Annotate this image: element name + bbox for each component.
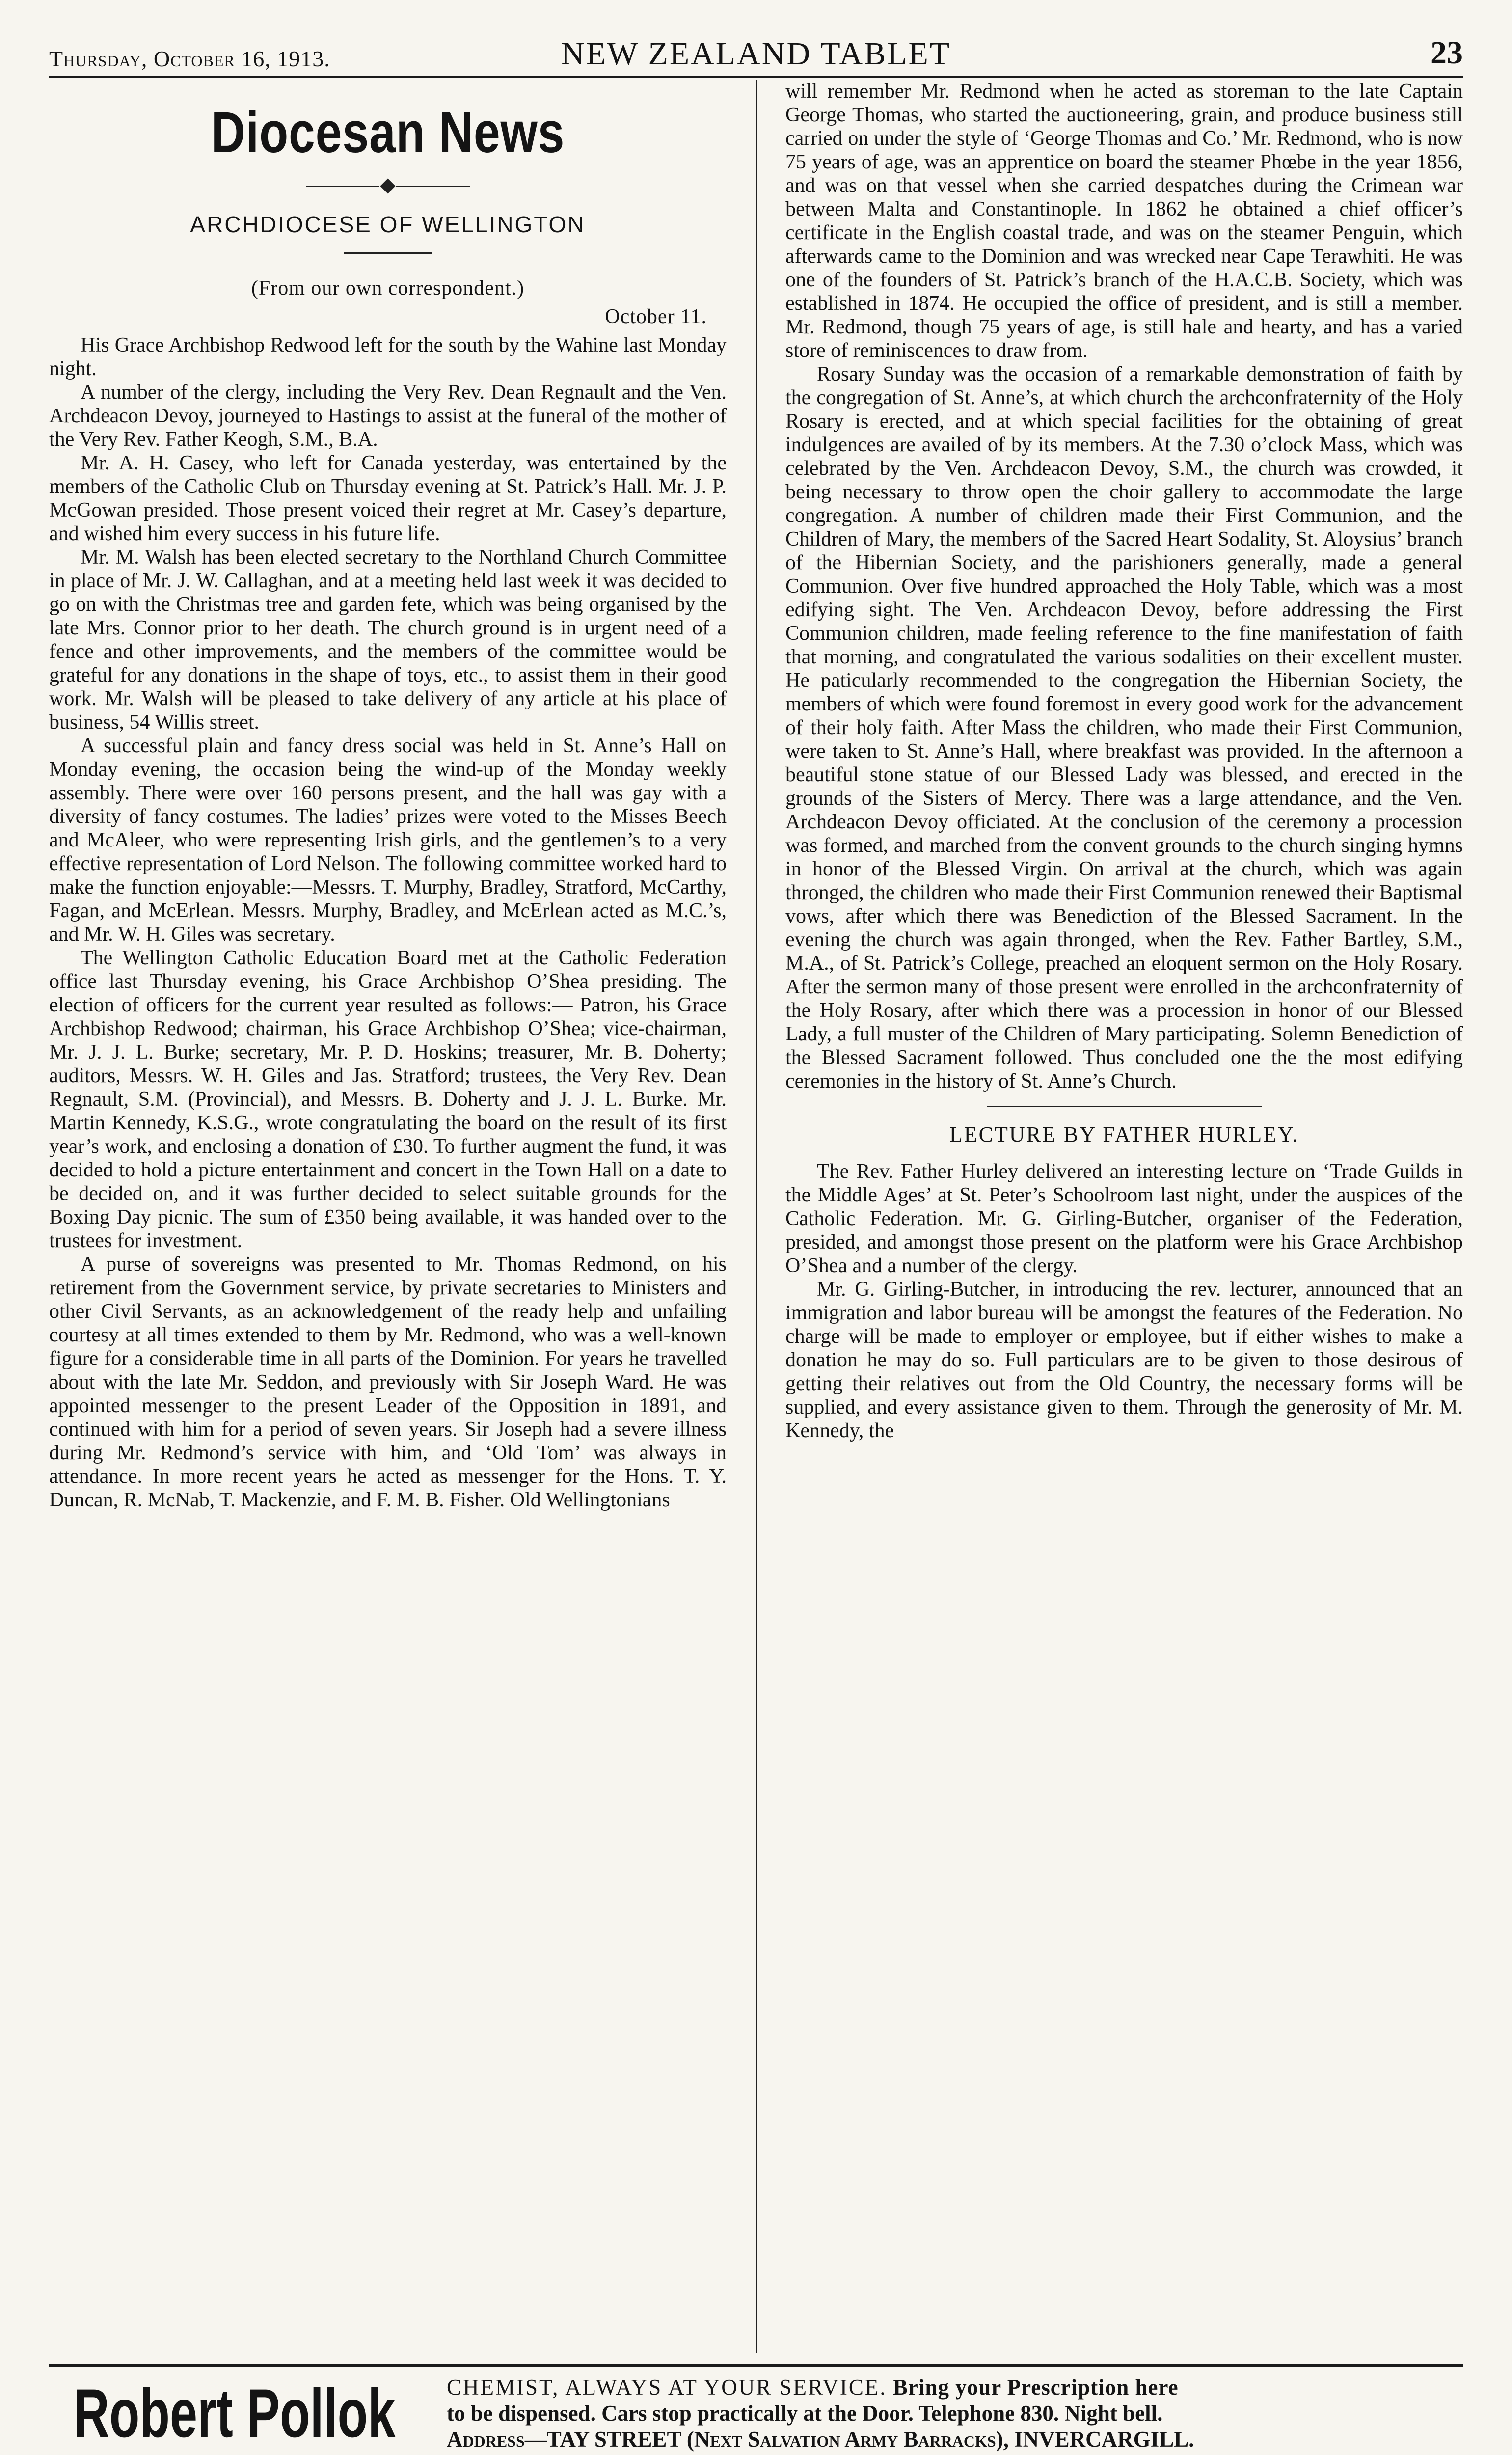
advert-line-2: to be dispensed. Cars stop practically at the Door. Telephone 830. Night bell. (447, 2400, 1163, 2426)
ornament-rule-right (396, 186, 470, 187)
archdiocese-subheading: ARCHDIOCESE OF WELLINGTON (190, 212, 586, 237)
news-paragraph: His Grace Archbishop Redwood left for the south by the Wahine last Monday night. (49, 334, 727, 380)
issue-date: Thursday, October 16, 1913. (49, 46, 330, 71)
advert-prescription-note: Bring your Prescription here (892, 2374, 1179, 2400)
article-columns (49, 80, 1463, 2353)
news-paragraph: A purse of sovereigns was presented to Mr. Thomas Redmond, on his retirement from the Government service, by private secretaries to Ministers and other Civil Servants, as an acknowledgement of the ready help and unfailing courtesy at all times extended to them by Mr. Redmond, who was a well-known figure for a considerable time in all parts of the Dominion. For years he travelled about with the late Mr. Seddon, and previously with Sir Joseph Ward. He was appointed messenger to the present Leader of the Opposition in 1891, and continued with him for a period of seven years. Sir Joseph had a severe illness during Mr. Redmond’s service with him, and ‘Old Tom’ was always in attendance. In more recent years he acted as messenger for the Hons. T. Y. Duncan, R. McNab, T. Mackenzie, and F. M. B. Fisher. Old Wellingtonians (49, 1253, 727, 1511)
news-paragraph: A successful plain and fancy dress social was held in St. Anne’s Hall on Monday evening, the occasion being the wind-up of the Monday weekly assembly. There were over 160 persons present, and the hall was gay with a diversity of fancy costumes. The ladies’ prizes were voted to the Misses Beech and McAleer, who were representing Irish girls, and the gentlemen’s to a very effective representation of Lord Nelson. The following committee worked hard to make the function enjoyable:—Messrs. T. Murphy, Bradley, Stratford, McCarthy, Fagan, and McErlean. Messrs. Murphy, Bradley, and McErlean acted as M.C.’s, and Mr. W. H. Giles was secretary. (49, 735, 727, 946)
lecture-paragraph: Mr. G. Girling-Butcher, in introducing the rev. lecturer, announced that an immigration and labor bureau will be amongst the features of the Federation. No charge will be made to employer or employee, but if either wishes to make a donation he may do so. Full particulars are to be given to those desirous of getting their relatives out from the Old Country, the necessary forms will be supplied, and every assistance given to them. Through the generosity of Mr. M. Kennedy, the (785, 1278, 1463, 1442)
subheading-rule (344, 252, 432, 254)
article-divider (987, 1106, 1262, 1107)
running-header (49, 29, 1463, 78)
correspondent-credit: (From our own correspondent.) (251, 277, 525, 300)
masthead-title: NEW ZEALAND TABLET (561, 36, 951, 72)
advertiser-name: Robert Pollok (74, 2374, 396, 2452)
continued-paragraph: will remember Mr. Redmond when he acted as storeman to the late Captain George Thomas, who started the auctioneering, grain, and produce business still carried on under the style of ‘George Thomas and Co.’ Mr. Redmond, who is now 75 years of age, was an apprentice on board the steamer Phœbe in the year 1856, and was on that vessel when she carried despatches during the Crimean war between Malta and Constantinople. In 1862 he obtained a chief officer’s certificate in the English coastal trade, and was on the steamer Penguin, which afterwards came to the Dominion and was wrecked near Cape Terawhiti. He was one of the founders of St. Patrick’s branch of the H.A.C.B. Society, which was established in 1874. He occupied the office of president, and is still a member. Mr. Redmond, though 75 years of age, is still hale and hearty, and has a varied store of reminiscences to draw from. (785, 80, 1463, 362)
news-paragraph: Rosary Sunday was the occasion of a remarkable demonstration of faith by the congregation of St. Anne’s, at which church the archconfraternity of the Holy Rosary is erected, and at which special facilities for the obtaining of great indulgences are availed of by its members. At the 7.30 o’clock Mass, which was celebrated by the Ven. Archdeacon Devoy, S.M., the church was crowded, it being necessary to throw open the choir gallery to accommodate the large congregation. A number of children made their First Communion, and the Children of Mary, the members of the Sacred Heart Sodality, St. Aloysius’ branch of the Hibernian Society, and the parishioners generally, made a general Communion. Over five hundred approached the Holy Table, which was a most edifying sight. The Ven. Archdeacon Devoy, before addressing the First Communion children, made feeling reference to the fine manifestation of faith that morning, and congratulated the various sodalities on their excellent muster. He paticularly recommended to the congregation the Hibernian Society, the members of which were found foremost in every good work for the advancement of their holy faith. After Mass the children, who made their First Communion, were taken to St. Anne’s Hall, where breakfast was provided. In the afternoon a beautiful stone statue of our Blessed Lady was blessed, and erected in the grounds of the Sisters of Mercy. There was a large attendance, and the Ven. Archdeacon Devoy officiated. At the conclusion of the ceremony a procession was formed, and marched from the convent grounds to the church singing hymns in honor of the Blessed Virgin. On arrival at the church, which was again thronged, the children who made their First Communion renewed their Baptismal vows, after which there was Benediction of the Blessed Sacrament. In the evening the church was again thronged, when the Rev. Father Bartley, S.M., M.A., of St. Patrick’s College, preached an eloquent sermon on the Holy Rosary. After the sermon many of those present were enrolled in the archconfraternity of the Holy Rosary, after which there was a procession in honor of our Blessed Lady, a full muster of the Children of Mary participating. Solemn Benediction of the Blessed Sacrament followed. Thus concluded one the the most edifying ceremonies in the history of St. Anne’s Church. (785, 363, 1463, 1092)
dateline: October 11. (605, 305, 707, 328)
news-paragraph: The Wellington Catholic Education Board met at the Catholic Federation office last Thursday evening, his Grace Archbishop O’Shea presiding. The election of officers for the current year resulted as follows:— Patron, his Grace Archbishop Redwood; chairman, his Grace Archbishop O’Shea; vice-chairman, Mr. J. J. L. Burke; secretary, Mr. P. D. Hoskins; treasurer, Mr. B. Doherty; auditors, Messrs. W. H. Giles and Jas. Stratford; trustees, the Very Rev. Dean Regnault, S.M. (Provincial), and Messrs. B. Doherty and J. J. L. Burke. Mr. Martin Kennedy, K.S.G., wrote congratulating the board on the result of its first year’s work, and enclosing a donation of £30. To further augment the fund, it was decided to hold a picture entertainment and concert in the Town Hall on a date to be decided on, and it was further decided to select suitable grounds for the Boxing Day picnic. The sum of £350 being available, it was handed over to the trustees for investment. (49, 947, 727, 1252)
section-title: Diocesan News (211, 100, 565, 165)
news-paragraph: A number of the clergy, including the Very Rev. Dean Regnault and the Ven. Archdeacon Devoy, journeyed to Hastings to assist at the funeral of the mother of the Very Rev. Father Keogh, S.M., B.A. (49, 381, 727, 451)
left-column (49, 80, 727, 2353)
page-number: 23 (1431, 35, 1463, 71)
column-rule (756, 80, 757, 2353)
right-column (785, 80, 1463, 2353)
advert-tagline: CHEMIST, ALWAYS AT YOUR SERVICE. (447, 2374, 887, 2400)
footer-advertisement (49, 2364, 1463, 2455)
title-ornament (49, 181, 727, 191)
ornament-diamond-icon (380, 178, 395, 193)
ornament-rule-left (306, 186, 379, 187)
news-paragraph: Mr. M. Walsh has been elected secretary to the Northland Church Committee in place of Mr. J. W. Callaghan, and at a meeting held last week it was decided to go on with the Christmas tree and garden fete, which was being organised by the late Mrs. Connor prior to her death. The church ground is in urgent need of a fence and other improvements, and the members of the committee would be grateful for any donations in the shape of toys, etc., to assist them in their good work. Mr. Walsh will be pleased to take delivery of any article at his place of business, 54 Willis street. (49, 546, 727, 734)
advert-line-1 (447, 2374, 1463, 2400)
lecture-heading: LECTURE BY FATHER HURLEY. (949, 1122, 1299, 1146)
news-paragraph: Mr. A. H. Casey, who left for Canada yesterday, was entertained by the members of the Catholic Club on Thursday evening at St. Patrick’s Hall. Mr. J. P. McGowan presided. Those present voiced their regret at Mr. Casey’s departure, and wished him every success in his future life. (49, 452, 727, 545)
advert-text (447, 2374, 1463, 2453)
advert-address: Address—TAY STREET (Next Salvation Army Barracks), INVERCARGILL. (447, 2427, 1194, 2452)
lecture-paragraph: The Rev. Father Hurley delivered an interesting lecture on ‘Trade Guilds in the Middle Ages’ at St. Peter’s Schoolroom last night, under the auspices of the Catholic Federation. Mr. G. Girling-Butcher, organiser of the Federation, presided, and amongst those present on the platform were his Grace Archbishop O’Shea and a number of the clergy. (785, 1160, 1463, 1277)
